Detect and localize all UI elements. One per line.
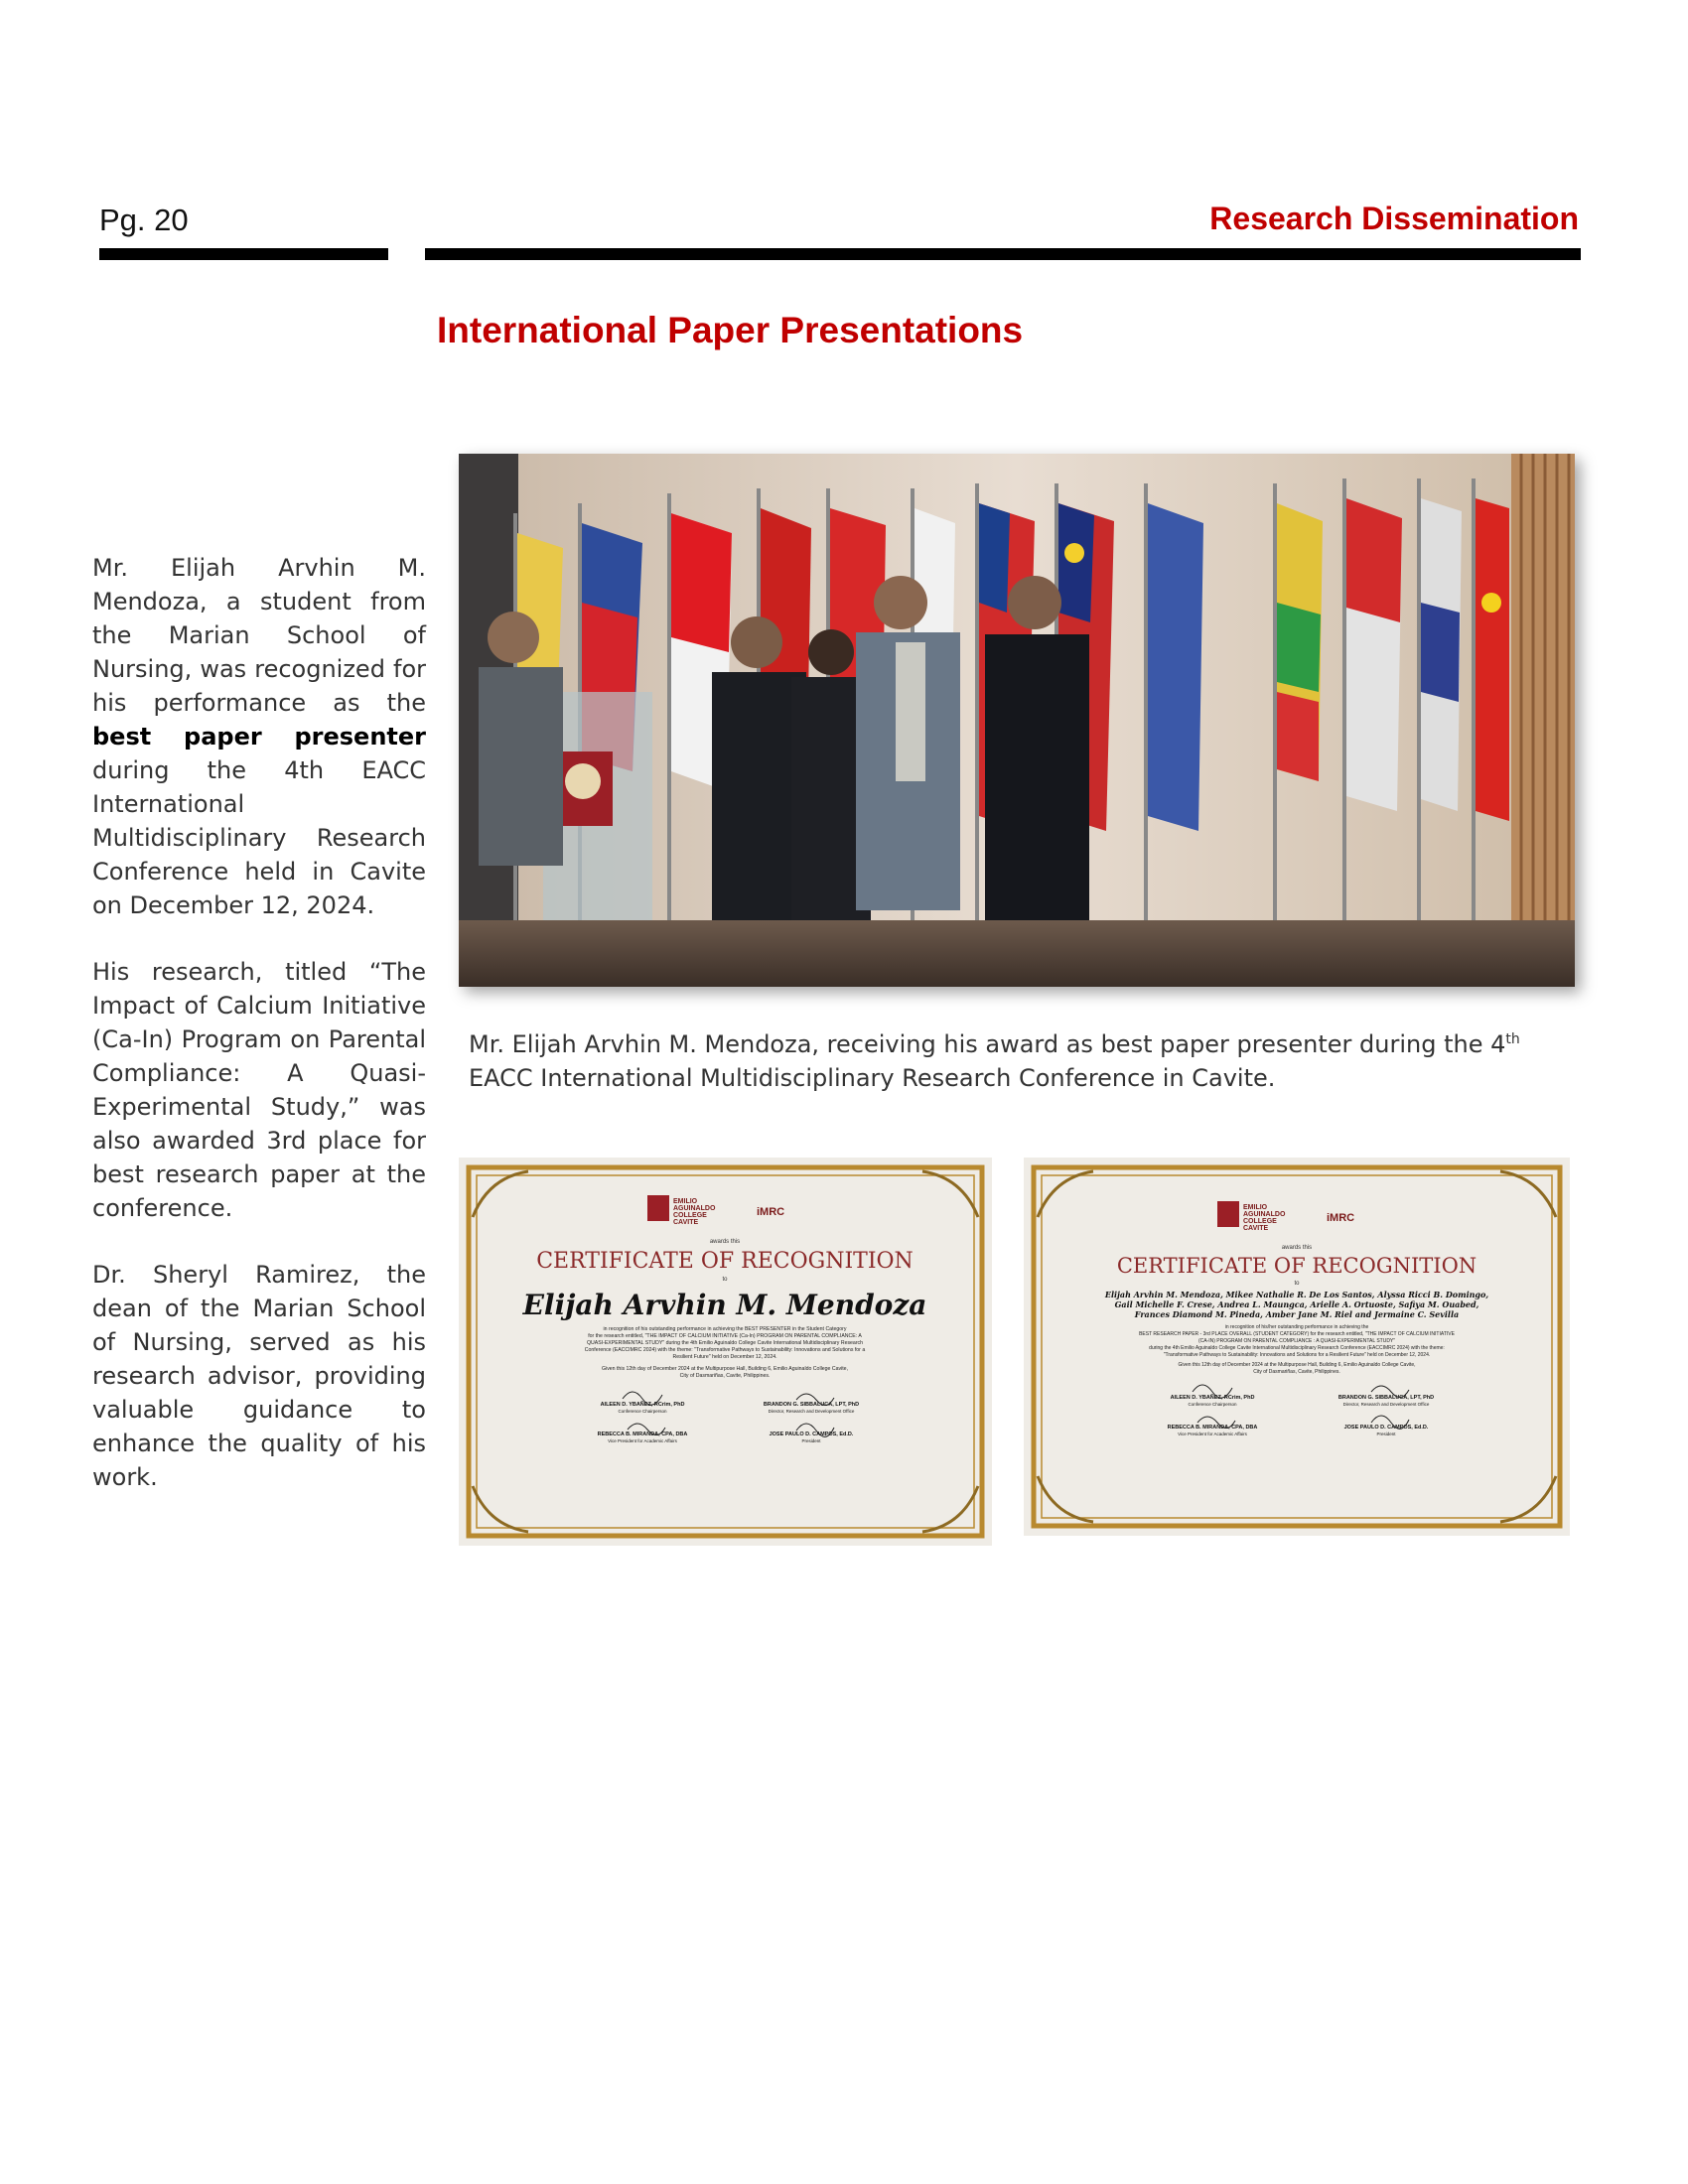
- cert2-awards-this: awards this: [1281, 1245, 1313, 1251]
- cert2-college-line-3: COLLEGE: [1243, 1218, 1277, 1225]
- cert2-body-line: Given this 12th day of December 2024 at the Multipurpose Hall, Building 6, Emilio Aguinaldo College Cavite,: [1178, 1362, 1416, 1368]
- cert1-recipient: Elijah Arvhin M. Mendoza: [522, 1289, 927, 1321]
- cert2-body-line: "Transformative Pathways to Sustainability: Innovations and Solutions for a Resilient Future" held on December 12, 2024.: [1163, 1352, 1431, 1358]
- cert2-signatory-role: Vice President for Academic Affairs: [1178, 1432, 1247, 1436]
- cert2-body-line: BEST RESEARCH PAPER - 3rd PLACE OVERALL (STUDENT CATEGORY) for the research entitled, "THE IMPACT OF CALCIUM INITIATIVE: [1139, 1331, 1455, 1337]
- cert2-recipients-line: Gail Michelle F. Crese, Andrea L. Maungca, Arielle A. Ortuoste, Safiya M. Ouabed,: [1114, 1299, 1479, 1309]
- cert2-recipients-line: Frances Diamond M. Pineda, Amber Jane M. Riel and Jermaine C. Sevilla: [1134, 1309, 1460, 1319]
- sidebar-paragraph-3: Dr. Sheryl Ramirez, the dean of the Marian School of Nursing, served as his research advisor, providing valuable guidance to enhance the quality of his work.: [92, 1261, 426, 1491]
- cert2-body-line: City of Dasmariñas, Cavite, Philippines.: [1253, 1369, 1340, 1375]
- cert2-body-line: in recognition of his/her outstanding performance in achieving the: [1224, 1324, 1369, 1330]
- cert1-imrc-logo: iMRC: [757, 1206, 785, 1218]
- award-photo: [459, 454, 1575, 987]
- cert2-imrc-logo: iMRC: [1327, 1212, 1355, 1224]
- cert1-body-line: Conference (EACCIMRC 2024) with the theme: "Transformative Pathways to Sustainability: Innovations and Solutions for a: [584, 1347, 866, 1353]
- cert1-to: to: [722, 1277, 728, 1283]
- cert1-body-line: for the research entitled, "THE IMPACT OF CALCIUM INITIATIVE (Ca-In) PROGRAM ON PARENTAL COMPLIANCE: A: [588, 1333, 862, 1339]
- cert1-body-line: QUASI-EXPERIMENTAL STUDY" during the 4th Emilio Aguinaldo College Cavite International Multidisciplinary Research: [586, 1340, 864, 1346]
- cert2-signatory-name: REBECCA B. MIRANDA, CPA, DBA: [1167, 1425, 1258, 1431]
- sidebar-text: [92, 551, 426, 1527]
- cert2-college-line-1: EMILIO: [1243, 1204, 1268, 1211]
- sidebar-paragraph-2: His research, titled “The Impact of Calcium Initiative (Ca-In) Program on Parental Compliance: A Quasi-Experimental Study,” was also awarded 3rd place for best research paper at the conference.: [92, 958, 426, 1222]
- cert2-body-line: (CA-IN) PROGRAM ON PARENTAL COMPLIANCE : A QUASI-EXPERIMENTAL STUDY": [1197, 1338, 1396, 1344]
- cert1-college-line-2: AGUINALDO: [673, 1205, 716, 1212]
- header-rule-right: [425, 248, 1581, 260]
- photo-caption: [469, 1023, 1576, 1095]
- cert1-signatory-name: REBECCA B. MIRANDA, CPA, DBA: [597, 1432, 688, 1437]
- cert1-signatory-name: BRANDON G. SIBBALUCA, LPT, PhD: [763, 1402, 860, 1408]
- cert1-college-line-1: EMILIO: [673, 1198, 698, 1205]
- cert1-college-line-3: COLLEGE: [673, 1212, 707, 1219]
- cert1-signatory-role: Conference Chairperson: [618, 1409, 667, 1414]
- sidebar-p1-bold: best paper presenter: [92, 723, 426, 751]
- certificate-best-research-paper: [1024, 1158, 1570, 1536]
- cert1-awards-this: awards this: [709, 1239, 741, 1245]
- cert2-body-line: during the 4th Emilio Aguinaldo College Cavite International Multidisciplinary Research Conference (EACCIMRC 2024) with the theme:: [1149, 1345, 1445, 1351]
- cert2-title: CERTIFICATE OF RECOGNITION: [1116, 1254, 1477, 1278]
- cert2-college-line-4: CAVITE: [1243, 1225, 1269, 1232]
- college-seal-icon: [1217, 1201, 1239, 1227]
- cert1-body-line: in recognition of his outstanding performance in achieving the BEST PRESENTER in the Student Category: [603, 1326, 847, 1332]
- cert2-to: to: [1294, 1281, 1300, 1287]
- caption-text-b: EACC International Multidisciplinary Research Conference in Cavite.: [469, 1064, 1276, 1092]
- caption-text-a: Mr. Elijah Arvhin M. Mendoza, receiving his award as best paper presenter during the 4: [469, 1030, 1506, 1058]
- page-number: Pg. 20: [99, 203, 189, 237]
- sidebar-p1-text-b: during the 4th EACC International Multidisciplinary Research Conference held in Cavite on December 12, 2024.: [92, 756, 426, 919]
- header-rule-left: [99, 248, 388, 260]
- cert1-signatory-name: AILEEN D. YBAÑEZ, RCrim, PhD: [600, 1402, 685, 1408]
- caption-superscript: th: [1505, 1031, 1520, 1047]
- cert1-signatory-name: JOSE PAULO D. CAMPOS, Ed.D.: [769, 1432, 854, 1437]
- cert1-body-line: Given this 12th day of December 2024 at the Multipurpose Hall, Building 6, Emilio Aguinaldo College Cavite,: [602, 1366, 848, 1372]
- cert2-signatory-name: BRANDON G. SIBBALUCA, LPT, PhD: [1337, 1395, 1435, 1401]
- sidebar-paragraph-1: [92, 551, 426, 922]
- cert1-title: CERTIFICATE OF RECOGNITION: [536, 1249, 914, 1274]
- cert1-signatory-role: Director, Research and Development Office: [768, 1409, 855, 1414]
- cert1-college-line-4: CAVITE: [673, 1219, 699, 1226]
- cert1-signatory-role: President: [801, 1438, 821, 1443]
- cert1-signatory-role: Vice President for Academic Affairs: [608, 1438, 677, 1443]
- cert1-body-line: Resilient Future" held on December 12, 2024.: [672, 1354, 777, 1360]
- cert2-signatory-role: Director, Research and Development Office: [1342, 1402, 1430, 1407]
- cert2-signatory-name: AILEEN D. YBAÑEZ, RCrim, PhD: [1170, 1395, 1255, 1401]
- college-seal-icon: [647, 1195, 669, 1221]
- cert2-recipients-line: Elijah Arvhin M. Mendoza, Mikee Nathalie R. De Los Santos, Alyssa Ricci B. Domingo,: [1104, 1290, 1489, 1299]
- article-heading: International Paper Presentations: [437, 310, 1024, 350]
- sidebar-p1-text-a: Mr. Elijah Arvhin M. Mendoza, a student from the Marian School of Nursing, was recognized for his performance as the: [92, 554, 426, 717]
- cert1-body-line: City of Dasmariñas, Cavite, Philippines.: [679, 1373, 771, 1379]
- cert2-signatory-role: Conference Chairperson: [1188, 1402, 1237, 1407]
- section-title: Research Dissemination: [1209, 201, 1579, 236]
- cert2-college-line-2: AGUINALDO: [1243, 1211, 1286, 1218]
- cert2-signatory-role: President: [1376, 1432, 1396, 1436]
- certificate-best-presenter: [459, 1158, 992, 1546]
- cert2-signatory-name: JOSE PAULO D. CAMPOS, Ed.D.: [1343, 1425, 1429, 1431]
